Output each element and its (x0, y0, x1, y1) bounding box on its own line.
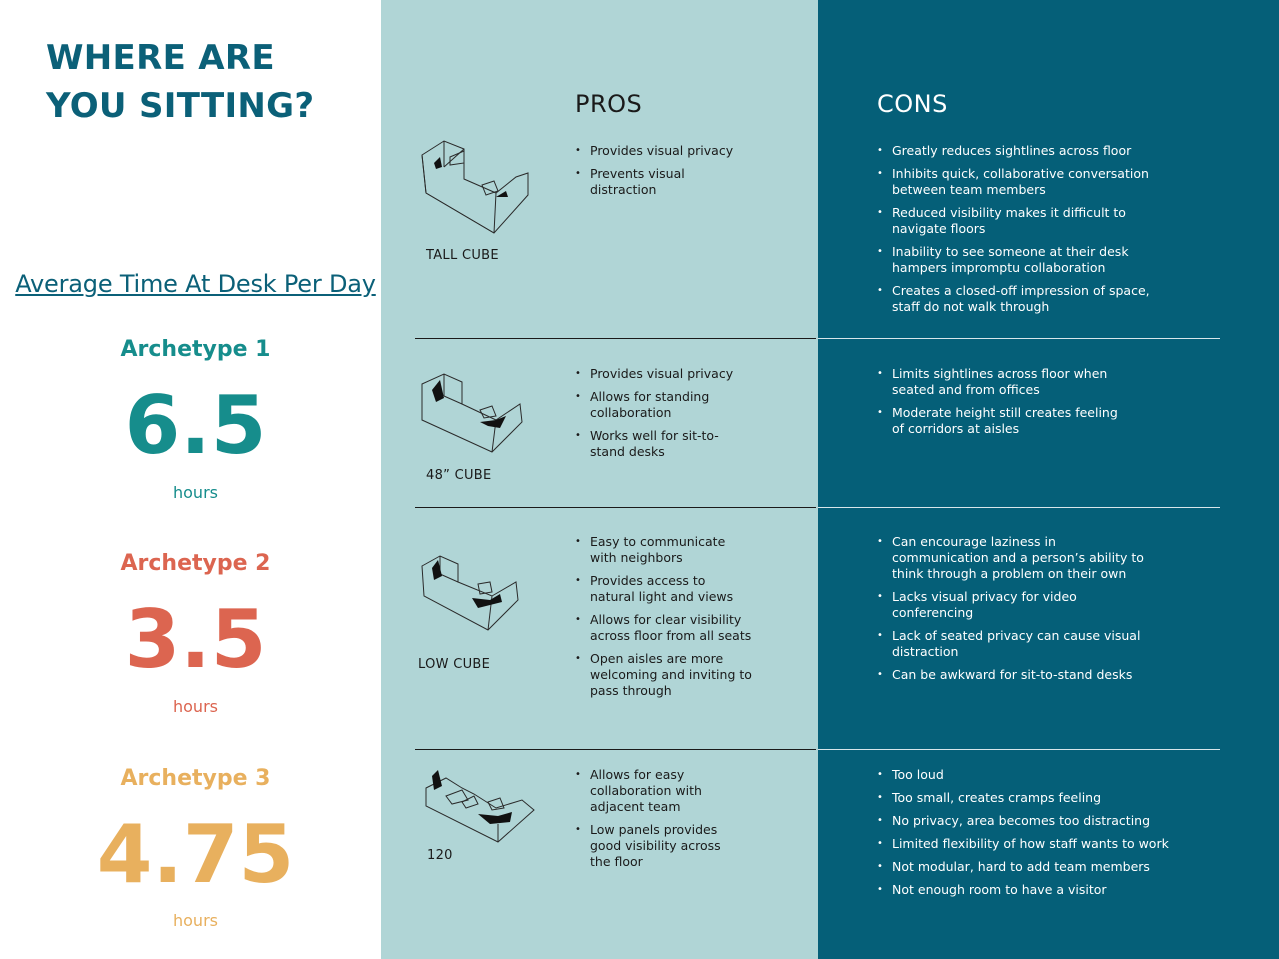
list-item: • Inability to see someone at their desk hampers impromptu collaboration (877, 244, 1157, 276)
bench-120-pros-list (575, 767, 795, 877)
list-item: • Can be awkward for sit-to-stand desks (877, 667, 1157, 683)
list-item: • Greatly reduces sightlines across floor (877, 143, 1157, 159)
average-time-heading: Average Time At Desk Per Day (15, 270, 376, 298)
bench-120-cons-list (877, 767, 1177, 905)
list-item: • Lack of seated privacy can cause visual distraction (877, 628, 1162, 660)
page-title: WHERE ARE YOU SITTING? (46, 38, 315, 126)
list-item: • Easy to communicate with neighbors (575, 534, 735, 566)
list-item: • Limited flexibility of how staff wants to work (877, 836, 1177, 852)
low-cube-pros-list (575, 534, 795, 706)
list-item: • Provides visual privacy (575, 143, 795, 159)
tall-cube-icon (416, 135, 534, 239)
list-item: • Low panels provides good visibility across the floor (575, 822, 735, 870)
bench-120-icon (416, 766, 540, 848)
row-divider-3-pros (415, 749, 816, 750)
list-item: • Limits sightlines across floor when seated and from offices (877, 366, 1117, 398)
row-divider-1-pros (415, 338, 816, 339)
archetype-1-unit: hours (173, 483, 218, 502)
list-item: • Allows for easy collaboration with adjacent team (575, 767, 720, 815)
row-divider-1-cons (818, 338, 1220, 339)
list-item: • Reduced visibility makes it difficult to navigate floors (877, 205, 1142, 237)
pros-header: PROS (575, 90, 643, 118)
row-divider-2-pros (415, 507, 816, 508)
list-item: • Too loud (877, 767, 1177, 783)
archetype-3-name: Archetype 3 (120, 766, 271, 791)
low-cube-label: LOW CUBE (418, 657, 491, 672)
48-inch-cube-label: 48” CUBE (426, 468, 492, 483)
archetype-3-value: 4.75 (96, 808, 295, 901)
archetype-1-value: 6.5 (124, 379, 267, 472)
list-item: • Not modular, hard to add team members (877, 859, 1177, 875)
tall-cube-cons-list (877, 143, 1157, 322)
list-item: • Creates a closed-off impression of space, staff do not walk through (877, 283, 1162, 315)
list-item: • Inhibits quick, collaborative conversation between team members (877, 166, 1157, 198)
list-item: • Prevents visual distraction (575, 166, 710, 198)
list-item: • Allows for standing collaboration (575, 389, 710, 421)
cons-header: CONS (877, 90, 948, 118)
tall-cube-pros-list (575, 143, 795, 205)
bench-120-label: 120 (427, 848, 453, 863)
list-item: • Can encourage laziness in communication and a person’s ability to think through a problem on their own (877, 534, 1147, 582)
list-item: • Too small, creates cramps feeling (877, 790, 1177, 806)
list-item: • Open aisles are more welcoming and inviting to pass through (575, 651, 765, 699)
archetype-1-name: Archetype 1 (120, 337, 271, 362)
low-cube-cons-list (877, 534, 1157, 690)
row-divider-2-cons (818, 507, 1220, 508)
list-item: • Allows for clear visibility across floor from all seats (575, 612, 760, 644)
list-item: • Provides visual privacy (575, 366, 795, 382)
archetype-2-unit: hours (173, 697, 218, 716)
list-item: • Moderate height still creates feeling of corridors at aisles (877, 405, 1127, 437)
tall-cube-label: TALL CUBE (426, 248, 499, 263)
48-inch-cube-icon (416, 368, 528, 458)
list-item: • No privacy, area becomes too distracting (877, 813, 1177, 829)
48-inch-cube-cons-list (877, 366, 1157, 444)
48-inch-cube-pros-list (575, 366, 795, 467)
archetype-2-name: Archetype 2 (120, 551, 271, 576)
list-item: • Works well for sit-to-stand desks (575, 428, 720, 460)
low-cube-icon (416, 552, 528, 636)
list-item: • Provides access to natural light and views (575, 573, 740, 605)
list-item: • Not enough room to have a visitor (877, 882, 1177, 898)
archetype-2-value: 3.5 (124, 593, 267, 686)
row-divider-3-cons (818, 749, 1220, 750)
list-item: • Lacks visual privacy for video conferencing (877, 589, 1087, 621)
archetype-3-unit: hours (173, 911, 218, 930)
